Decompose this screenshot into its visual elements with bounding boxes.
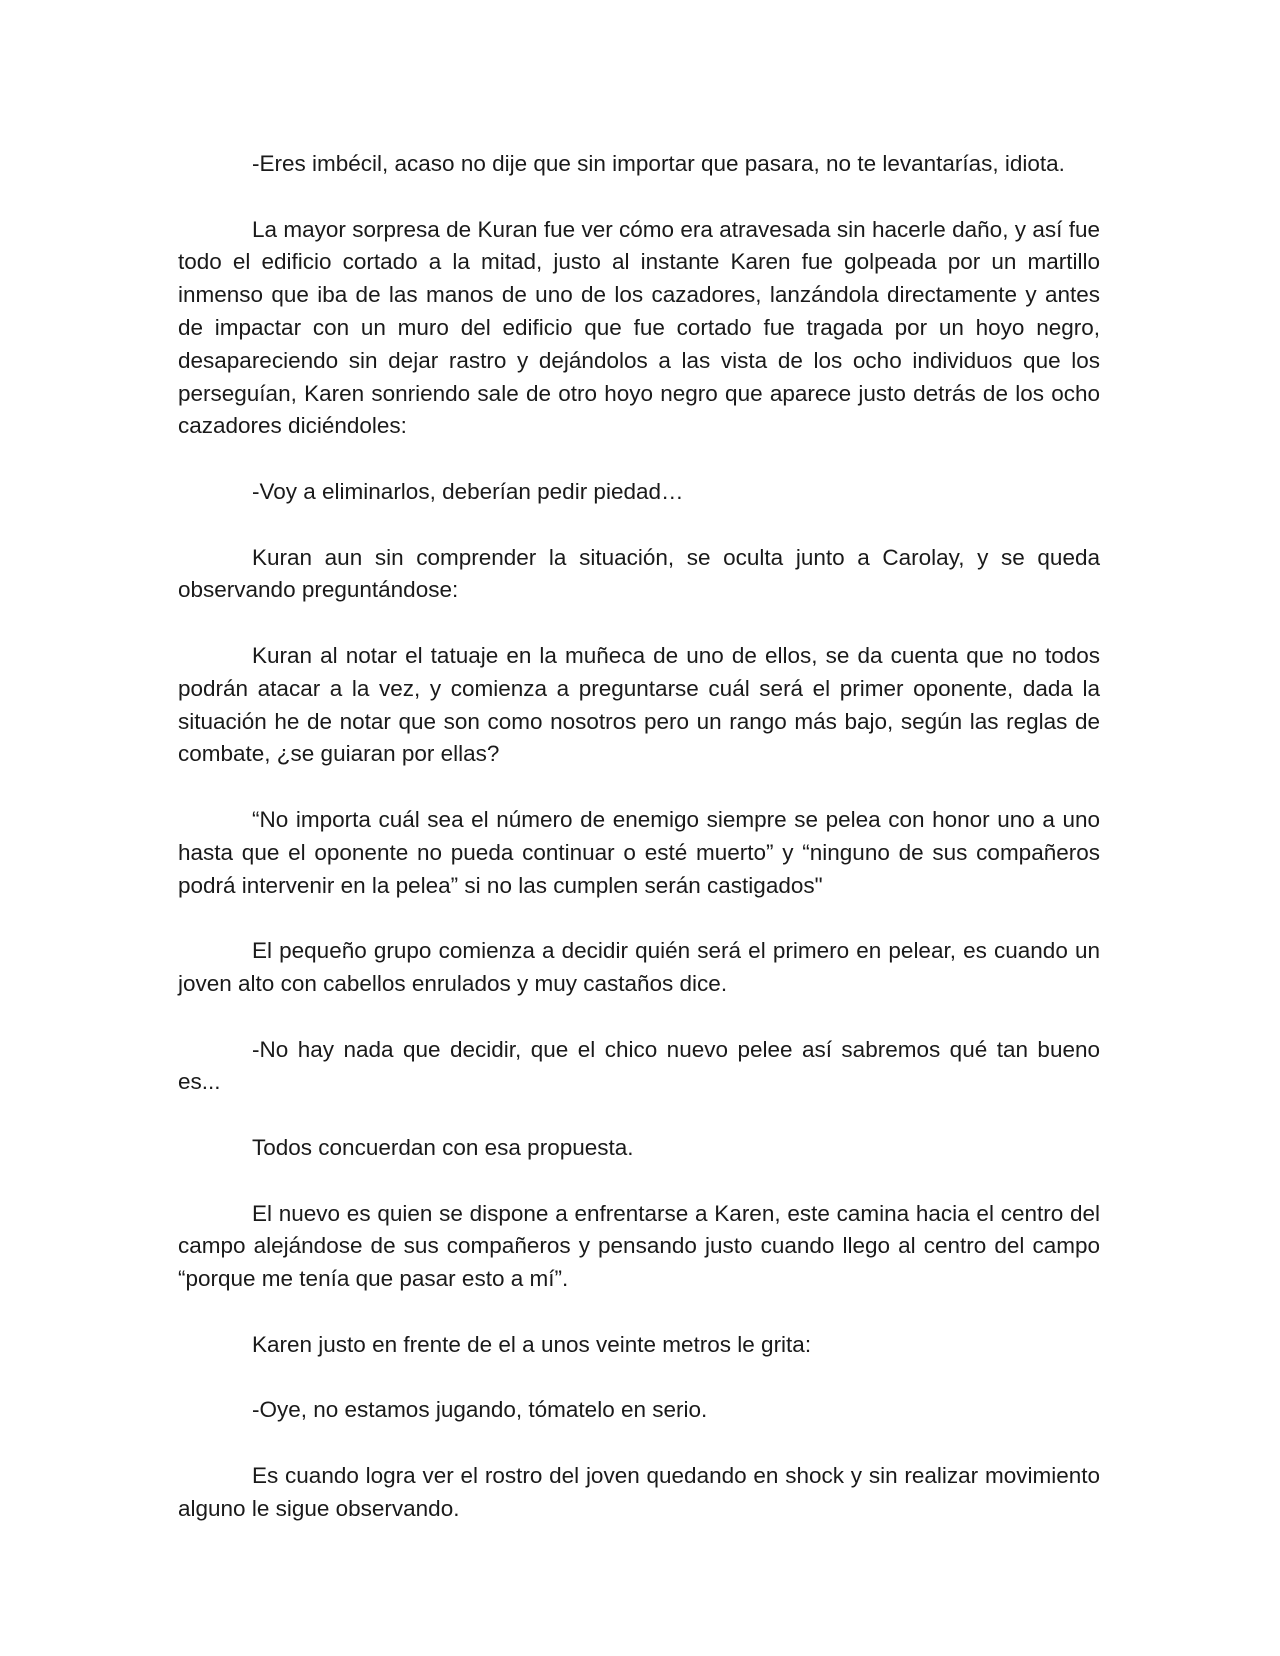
paragraph: -Eres imbécil, acaso no dije que sin importar que pasara, no te levantarías, idiota. <box>252 151 1065 176</box>
paragraph: -No hay nada que decidir, que el chico nuevo pelee así sabremos qué tan bueno es... <box>178 1036 1100 1095</box>
document-body <box>178 148 1100 1525</box>
paragraph: Karen justo en frente de el a unos veinte metros le grita: <box>252 1331 812 1357</box>
paragraph: “No importa cuál sea el número de enemigo siempre se pelea con honor uno a uno hasta que el oponente no pueda continuar o esté muerto” y “ninguno de sus compañeros podrá intervenir en la pelea” si no las cumplen serán castigados" <box>178 806 1100 898</box>
paragraph: Kuran al notar el tatuaje en la muñeca de uno de ellos, se da cuenta que no todos podrán atacar a la vez, y comienza a preguntarse cuál será el primer oponente, dada la situación he de notar que son como nosotros pero un rango más bajo, según las reglas de combate, ¿se guiaran por ellas? <box>178 642 1100 767</box>
paragraph: Kuran aun sin comprender la situación, se oculta junto a Carolay, y se queda observando preguntándose: <box>178 544 1100 603</box>
paragraph: La mayor sorpresa de Kuran fue ver cómo era atravesada sin hacerle daño, y así fue todo el edificio cortado a la mitad, justo al instante Karen fue golpeada por un martillo inmenso que iba de las manos de uno de los cazadores, lanzándola directamente y antes de impactar con un muro del edificio que fue cortado fue tragada por un hoyo negro, desapareciendo sin dejar rastro y dejándolos a las vista de los ocho individuos que los perseguían, Karen sonriendo sale de otro hoyo negro que aparece justo detrás de los ocho cazadores diciéndoles: <box>178 216 1100 439</box>
paragraph: El pequeño grupo comienza a decidir quién será el primero en pelear, es cuando un joven alto con cabellos enrulados y muy castaños dice. <box>178 938 1100 996</box>
paragraph: El nuevo es quien se dispone a enfrentarse a Karen, este camina hacia el centro del campo alejándose de sus compañeros y pensando justo cuando llego al centro del campo “porque me tenía que pasar esto a mí”. <box>178 1200 1100 1292</box>
paragraph: -Voy a eliminarlos, deberían pedir piedad… <box>252 478 684 504</box>
paragraph: Todos concuerdan con esa propuesta. <box>252 1134 634 1160</box>
paragraph: Es cuando logra ver el rostro del joven quedando en shock y sin realizar movimiento alguno le sigue observando. <box>178 1462 1100 1521</box>
paragraph: -Oye, no estamos jugando, tómatelo en serio. <box>252 1397 708 1423</box>
